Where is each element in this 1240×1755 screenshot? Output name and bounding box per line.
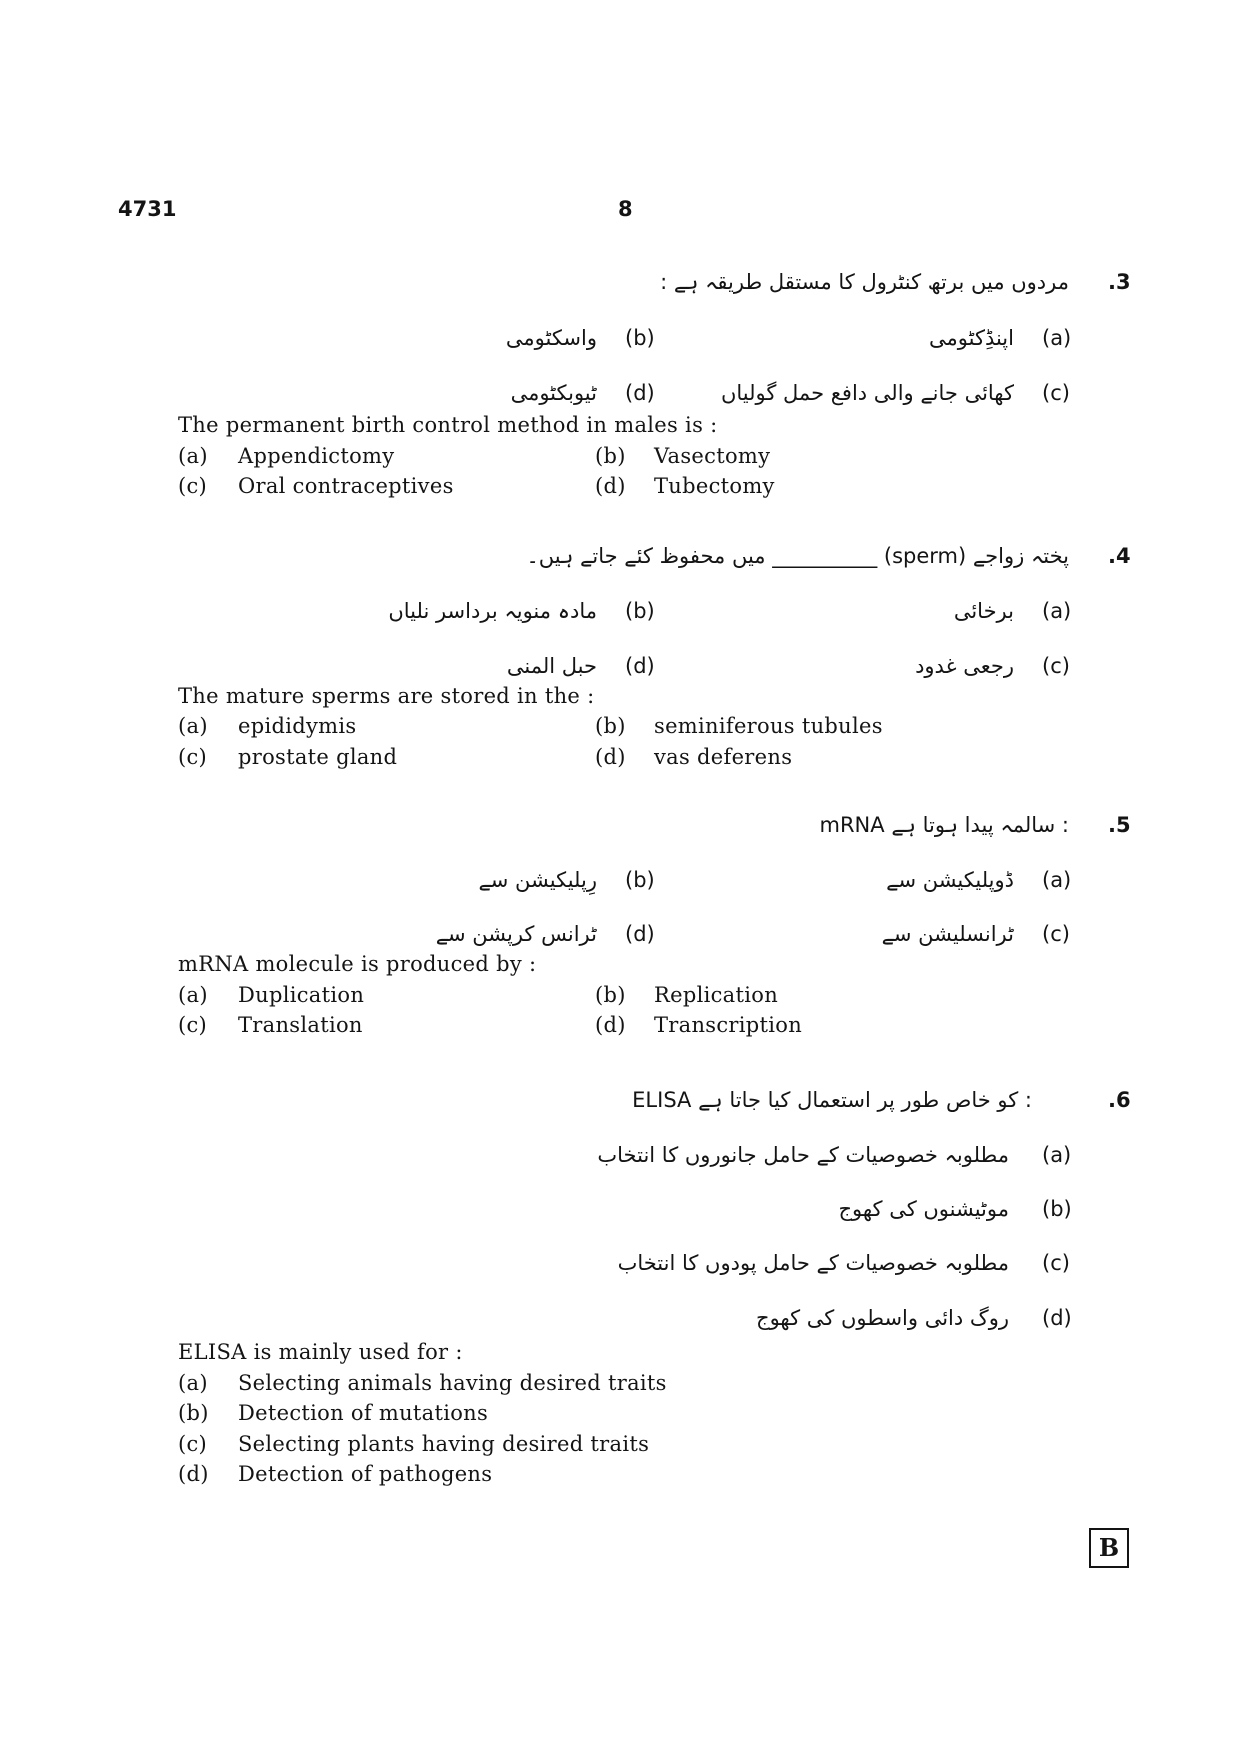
urdu-option-text: ٹرانسلیشن سے xyxy=(881,922,1014,946)
english-option-label: (a) xyxy=(178,1371,208,1395)
urdu-option-label: (b) xyxy=(625,326,655,350)
english-option-text: Transcription xyxy=(654,1013,803,1037)
urdu-option-text: رِپلیکیشن سے xyxy=(478,868,597,892)
urdu-option-label: (a) xyxy=(1042,326,1072,350)
urdu-option-label: (a) xyxy=(1042,1143,1072,1167)
urdu-option-text: برخائی xyxy=(953,599,1014,623)
english-option-label: (b) xyxy=(178,1401,209,1425)
urdu-option-label: (c) xyxy=(1042,1251,1070,1275)
english-option-text: epididymis xyxy=(238,714,357,738)
urdu-option-text: مطلوبہ خصوصیات کے حامل پودوں کا انتخاب xyxy=(617,1251,1009,1275)
question-number: .6 xyxy=(1108,1088,1131,1112)
question-number: .5 xyxy=(1108,813,1131,837)
booklet-series-box: B xyxy=(1089,1528,1129,1568)
urdu-option-text: رجعی غدود xyxy=(915,654,1014,678)
english-option-label: (a) xyxy=(178,714,208,738)
english-option-text: Replication xyxy=(654,983,779,1007)
urdu-option-label: (b) xyxy=(625,599,655,623)
english-option-text: seminiferous tubules xyxy=(654,714,883,738)
urdu-option-text: موٹیشنوں کی کھوج xyxy=(838,1197,1009,1221)
english-option-label: (d) xyxy=(595,474,626,498)
question-number: .3 xyxy=(1108,270,1131,294)
english-question-stem: The permanent birth control method in males is : xyxy=(178,413,718,437)
english-option-text: Oral contraceptives xyxy=(238,474,454,498)
english-option-text: Selecting plants having desired traits xyxy=(238,1432,650,1456)
english-option-label: (d) xyxy=(595,745,626,769)
urdu-option-text: روگ دائی واسطوں کی کھوج xyxy=(756,1306,1009,1330)
urdu-option-text: واسکٹومی xyxy=(505,326,597,350)
english-option-label: (a) xyxy=(178,983,208,1007)
english-option-text: Tubectomy xyxy=(654,474,775,498)
urdu-option-text: ٹیوبکٹومی xyxy=(510,381,597,405)
english-option-label: (c) xyxy=(178,1013,208,1037)
urdu-option-label: (c) xyxy=(1042,654,1070,678)
urdu-option-label: (d) xyxy=(625,654,655,678)
english-option-label: (c) xyxy=(178,745,208,769)
urdu-option-label: (c) xyxy=(1042,381,1070,405)
urdu-option-label: (b) xyxy=(1042,1197,1072,1221)
english-option-label: (a) xyxy=(178,444,208,468)
english-option-label: (b) xyxy=(595,714,626,738)
english-option-text: vas deferens xyxy=(654,745,793,769)
urdu-option-label: (b) xyxy=(625,868,655,892)
urdu-option-text: مطلوبہ خصوصیات کے حامل جانوروں کا انتخاب xyxy=(597,1143,1009,1167)
english-option-label: (d) xyxy=(595,1013,626,1037)
english-question-stem: ELISA is mainly used for : xyxy=(178,1340,463,1364)
page-number: 8 xyxy=(618,197,633,221)
english-question-stem: The mature sperms are stored in the : xyxy=(178,684,595,708)
question-number: .4 xyxy=(1108,544,1131,568)
urdu-option-text: کھائی جانے والی دافع حمل گولیاں xyxy=(720,381,1014,405)
urdu-option-label: (c) xyxy=(1042,922,1070,946)
english-option-text: prostate gland xyxy=(238,745,398,769)
english-option-label: (d) xyxy=(178,1462,209,1486)
urdu-option-text: ڈوپلیکیشن سے xyxy=(886,868,1014,892)
urdu-question-stem: مردوں میں برتھ کنٹرول کا مستقل طریقہ ہے : xyxy=(660,270,1069,294)
english-option-text: Detection of mutations xyxy=(238,1401,489,1425)
urdu-option-label: (a) xyxy=(1042,868,1072,892)
urdu-option-text: مادہ منویہ برداسر نلیاں xyxy=(388,599,597,623)
english-option-label: (b) xyxy=(595,983,626,1007)
english-option-text: Detection of pathogens xyxy=(238,1462,493,1486)
english-option-label: (c) xyxy=(178,474,208,498)
english-option-text: Vasectomy xyxy=(654,444,771,468)
english-option-text: Duplication xyxy=(238,983,365,1007)
english-option-text: Appendictomy xyxy=(238,444,395,468)
urdu-option-label: (d) xyxy=(1042,1306,1072,1330)
urdu-option-text: حبل المنی xyxy=(506,654,597,678)
urdu-option-label: (d) xyxy=(625,922,655,946)
english-option-text: Translation xyxy=(238,1013,363,1037)
urdu-option-label: (d) xyxy=(625,381,655,405)
english-option-label: (b) xyxy=(595,444,626,468)
urdu-option-label: (a) xyxy=(1042,599,1072,623)
urdu-option-text: اپنڈِکٹومی xyxy=(929,326,1014,350)
english-option-label: (c) xyxy=(178,1432,208,1456)
urdu-question-stem: mRNA سالمہ پیدا ہوتا ہے : xyxy=(819,813,1069,837)
english-question-stem: mRNA molecule is produced by : xyxy=(178,952,537,976)
urdu-question-stem: پختہ زواجے (sperm) __________ میں محفوظ کئے جاتے ہیں۔ xyxy=(526,544,1069,568)
english-option-text: Selecting animals having desired traits xyxy=(238,1371,667,1395)
urdu-option-text: ٹرانس کرپشن سے xyxy=(435,922,597,946)
paper-code: 4731 xyxy=(118,197,177,221)
urdu-question-stem: ELISA کو خاص طور پر استعمال کیا جاتا ہے : xyxy=(632,1088,1032,1112)
